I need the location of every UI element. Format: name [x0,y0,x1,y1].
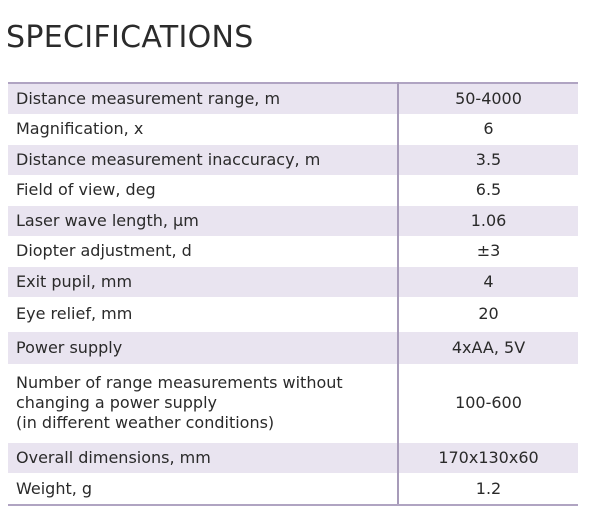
table-row [8,236,578,266]
spec-value: 4xAA, 5V [398,331,578,364]
spec-value: 6.5 [398,175,578,205]
table-row [8,331,578,364]
table-row [8,83,578,114]
spec-value: 1.2 [398,473,578,505]
spec-value: 1.06 [398,205,578,236]
spec-name-line: Number of range measurements without [16,373,343,392]
table-row [8,144,578,175]
spec-value: 4 [398,266,578,297]
spec-value: 100-600 [398,364,578,442]
spec-name-line: changing a power supply [16,393,217,412]
spec-name: Power supply [8,331,398,364]
specifications-table [8,82,578,506]
table-row [8,205,578,236]
table-row [8,175,578,205]
table-row [8,266,578,297]
table-row [8,473,578,505]
spec-value: 6 [398,114,578,144]
spec-name: Eye relief, mm [8,297,398,331]
spec-name: Exit pupil, mm [8,266,398,297]
spec-value: 3.5 [398,144,578,175]
spec-value: 50-4000 [398,83,578,114]
table-row [8,364,578,442]
spec-name: Distance measurement range, m [8,83,398,114]
table-row [8,114,578,144]
spec-name: Diopter adjustment, d [8,236,398,266]
spec-value: 170x130x60 [398,442,578,473]
table-row [8,297,578,331]
spec-name: Magnification, x [8,114,398,144]
spec-name: Laser wave length, μm [8,205,398,236]
spec-name: Distance measurement inaccuracy, m [8,144,398,175]
spec-value: 20 [398,297,578,331]
spec-name: Field of view, deg [8,175,398,205]
spec-value: ±3 [398,236,578,266]
spec-name-multiline [8,364,398,442]
page-title: SPECIFICATIONS [6,20,254,55]
spec-name-line: (in different weather conditions) [16,413,275,432]
spec-name: Overall dimensions, mm [8,442,398,473]
spec-name: Weight, g [8,473,398,505]
table-row [8,442,578,473]
